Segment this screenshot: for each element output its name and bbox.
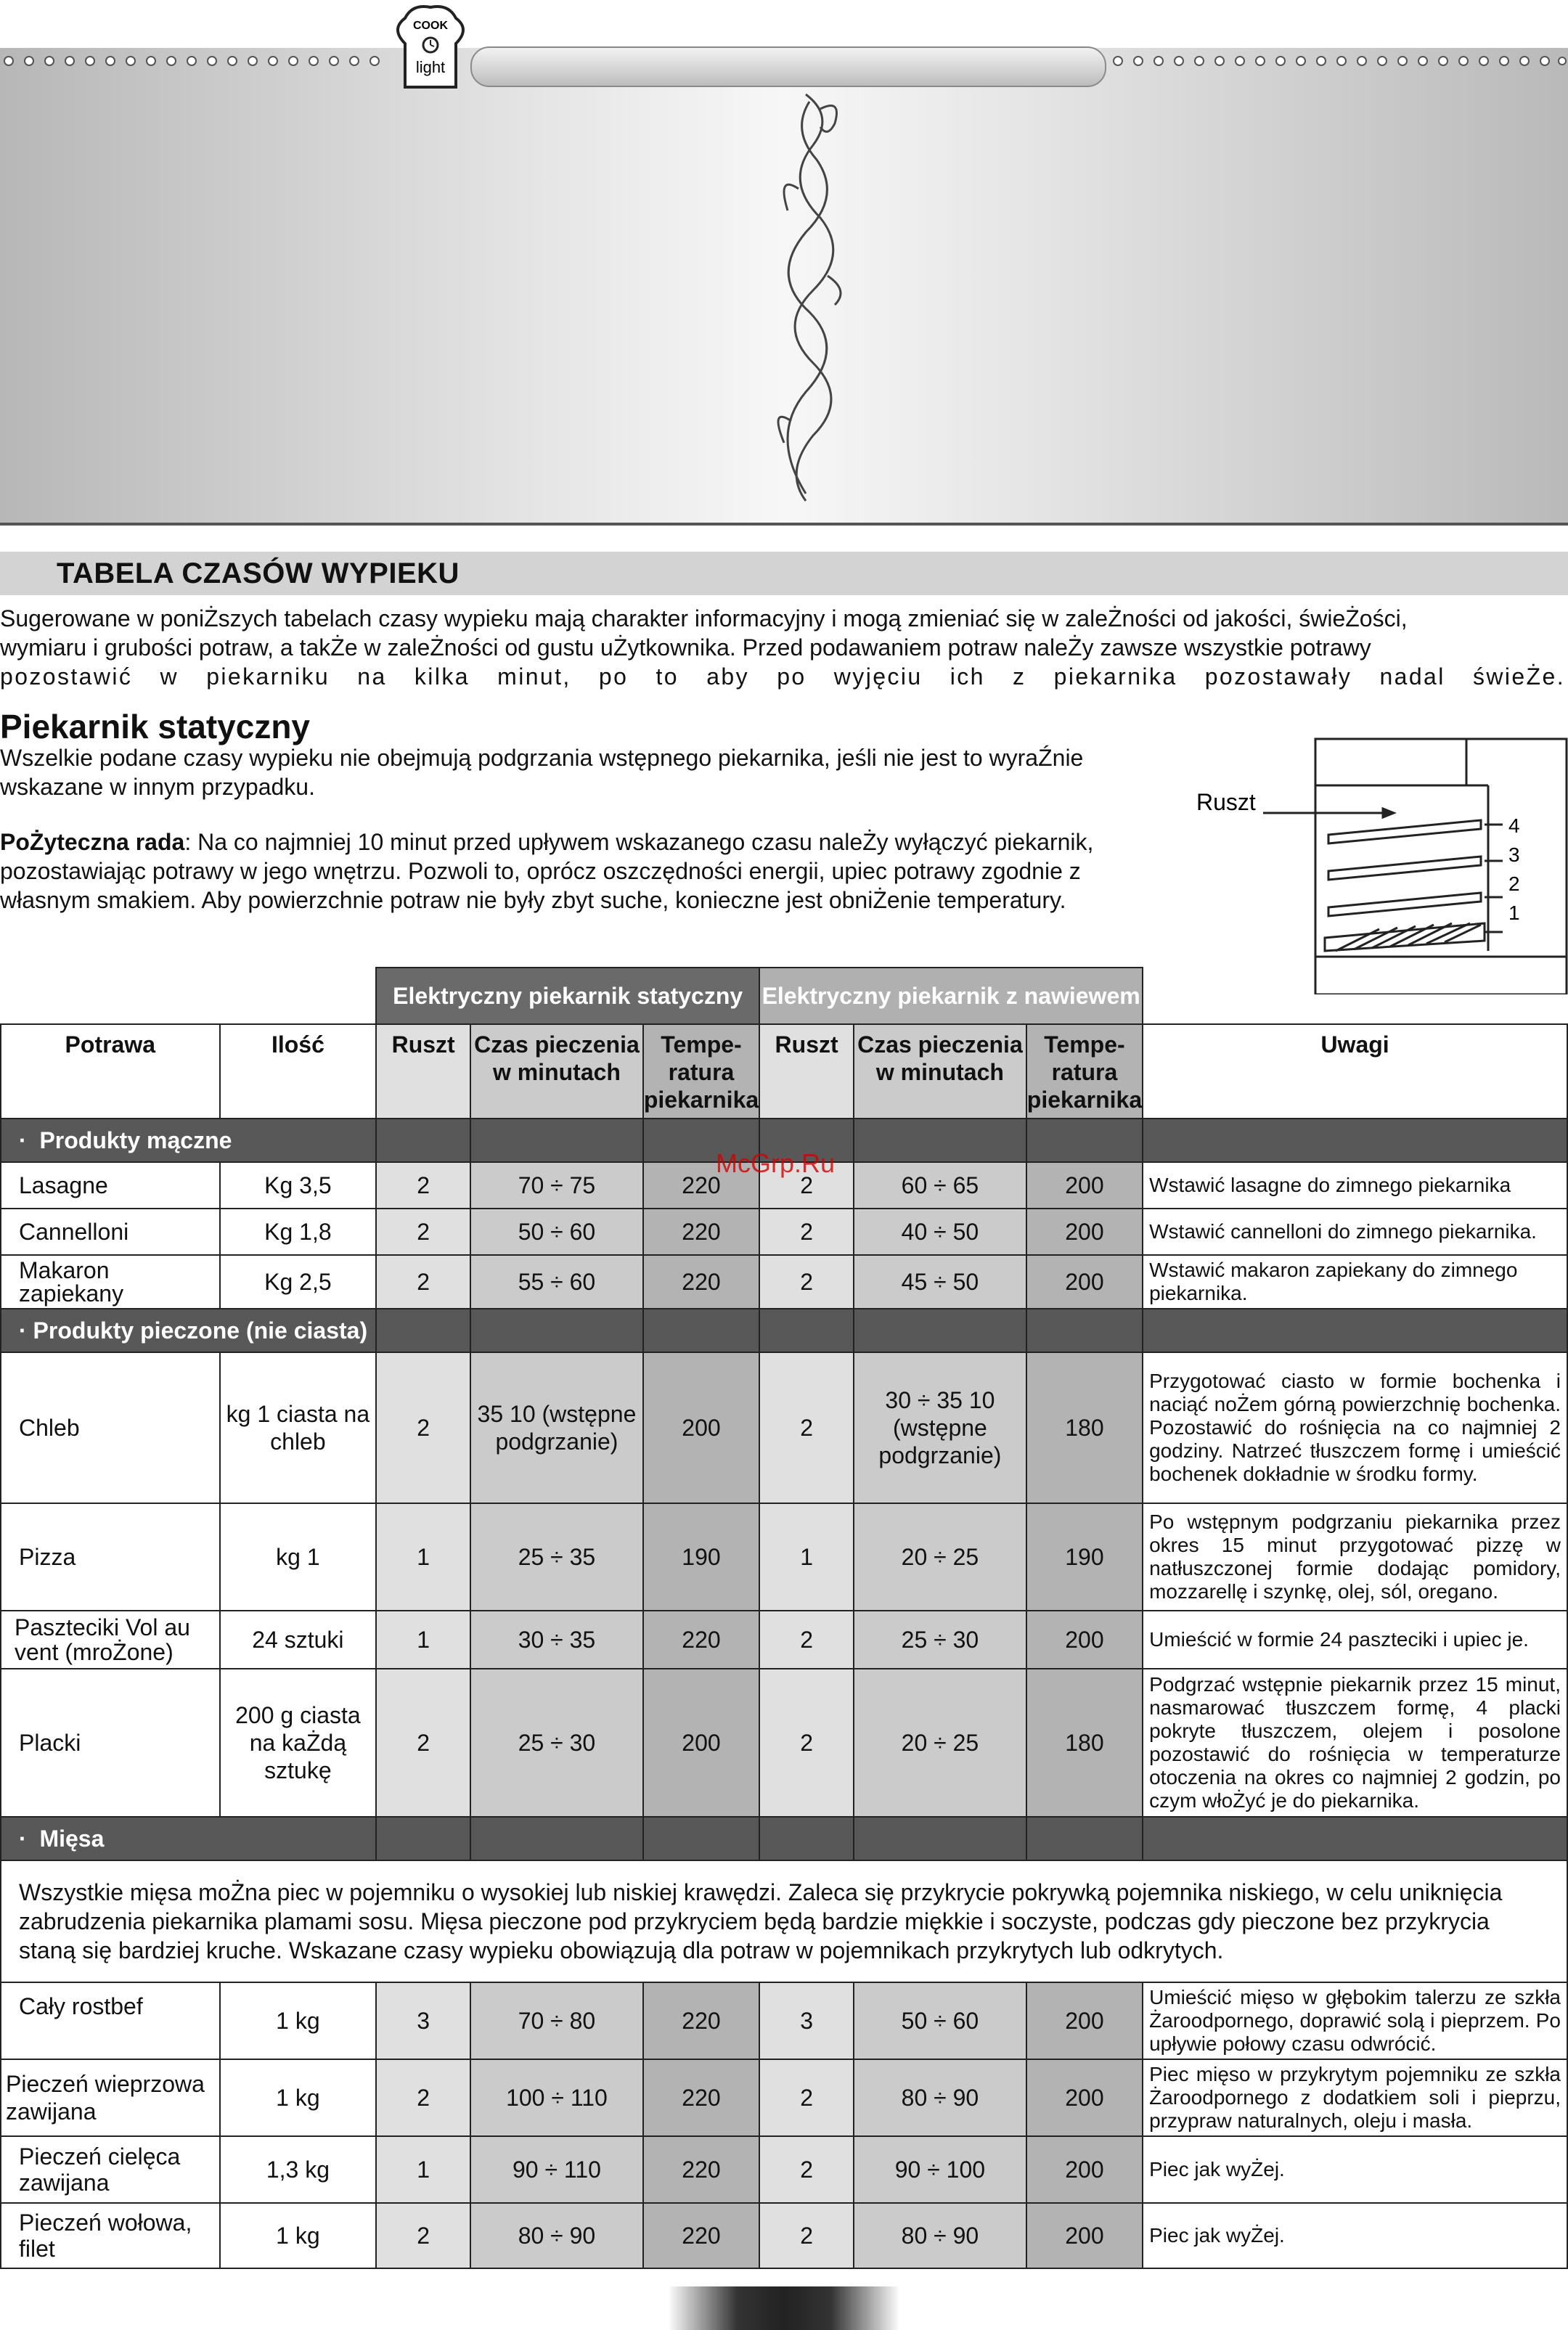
- time-cell: 80 ÷ 90: [854, 2059, 1026, 2136]
- dish-cell: Cannelloni: [1, 1209, 220, 1255]
- intro-line: wymiaru i grubości potraw, a takŻe w zaleŻności od gustu uŻytkownika. Przed podawaniem potraw naleŻy zawsze wszystkie potrawy: [0, 634, 1371, 661]
- time-cell: 70 ÷ 80: [470, 1982, 643, 2059]
- header-notes: Uwagi: [1143, 1024, 1567, 1119]
- rack-cell: 3: [759, 1982, 854, 2059]
- temp-cell: 220: [643, 2203, 759, 2268]
- section-header: · Produkty mączne: [1, 1119, 376, 1162]
- dish-cell: Paszteciki Vol au vent (mroŻone): [1, 1611, 220, 1669]
- section-header: · Mięsa: [1, 1817, 376, 1860]
- time-cell: 20 ÷ 25: [854, 1503, 1026, 1611]
- decorative-swirl-icon: [755, 87, 857, 508]
- temp-cell: 190: [643, 1503, 759, 1611]
- temp-cell: 200: [1026, 1982, 1143, 2059]
- dotted-border-right: [1103, 46, 1568, 73]
- rack-label: Ruszt: [1196, 789, 1256, 815]
- qty-cell: kg 1 ciasta na chleb: [220, 1352, 377, 1503]
- rack-level-3: 3: [1508, 843, 1520, 866]
- rack-level-4: 4: [1508, 814, 1520, 837]
- tip-label: PoŻyteczna rada: [0, 829, 185, 855]
- note-cell: Podgrzać wstępnie piekarnik przez 15 minut, nasmarować tłuszczem formę, 4 placki pokryte tłuszczem, olejem i posolone pozostawić do rośnięcia w temperaturze otoczenia na okres co najmniej 2 godzin, po czym włoŻyć je do piekarnika.: [1143, 1669, 1567, 1817]
- note-cell: Wstawić makaron zapiekany do zimnego piekarnika.: [1143, 1255, 1567, 1309]
- rack-cell: 2: [759, 1352, 854, 1503]
- time-cell: 20 ÷ 25: [854, 1669, 1026, 1817]
- section-name: Produkty pieczone (nie ciasta): [33, 1317, 368, 1344]
- page-footer-tab: [668, 2286, 900, 2330]
- note-cell: Wstawić lasagne do zimnego piekarnika: [1143, 1162, 1567, 1209]
- section-title: Piekarnik statyczny: [0, 708, 311, 745]
- time-cell: 30 ÷ 35: [470, 1611, 643, 1669]
- dish-cell: Pizza: [1, 1503, 220, 1611]
- dish-cell: Chleb: [1, 1352, 220, 1503]
- temp-cell: 200: [1026, 1209, 1143, 1255]
- table-row: [1, 1611, 1567, 1669]
- temp-cell: 190: [1026, 1503, 1143, 1611]
- rack-cell: 2: [759, 1162, 854, 1209]
- header-dish: Potrawa: [1, 1024, 220, 1119]
- temp-cell: 220: [643, 1255, 759, 1309]
- rack-cell: 2: [759, 1209, 854, 1255]
- temp-cell: 220: [643, 2059, 759, 2136]
- time-cell: 25 ÷ 30: [470, 1669, 643, 1817]
- qty-cell: 1,3 kg: [220, 2136, 377, 2203]
- dish-cell: Pieczeń cielęca zawijana: [1, 2136, 220, 2203]
- time-cell: 25 ÷ 30: [854, 1611, 1026, 1669]
- table-row: [1, 2059, 1567, 2136]
- qty-cell: 1 kg: [220, 1982, 377, 2059]
- temp-cell: 180: [1026, 1352, 1143, 1503]
- temp-cell: 200: [1026, 2136, 1143, 2203]
- rack-cell: 2: [759, 1255, 854, 1309]
- note-cell: Piec mięso w przykrytym pojemniku ze szkła Żaroodpornego z dodatkiem soli i pieprzu, przypraw naturalnych, oleju i masła.: [1143, 2059, 1567, 2136]
- intro-paragraph: [0, 604, 1565, 691]
- intro-line: Sugerowane w poniŻszych tabelach czasy wypieku mają charakter informacyjny i mogą zmieniać się w zaleŻności od jakości, świeŻości,: [0, 605, 1408, 631]
- rack-level-1: 1: [1508, 902, 1520, 924]
- rack-cell: 2: [759, 1669, 854, 1817]
- temp-cell: 200: [1026, 2203, 1143, 2268]
- logo-bottom-text: light: [415, 58, 446, 76]
- temp-cell: 200: [643, 1669, 759, 1817]
- temp-cell: 200: [643, 1352, 759, 1503]
- section-description: Wszelkie podane czasy wypieku nie obejmują podgrzania wstępnego piekarnika, jeśli nie jest to wyraŹnie wskazane w innym przypadku.: [0, 745, 1084, 800]
- qty-cell: 24 sztuki: [220, 1611, 377, 1669]
- section-header: · Produkty pieczone (nie ciasta): [1, 1309, 376, 1352]
- qty-cell: Kg 2,5: [220, 1255, 377, 1309]
- qty-cell: kg 1: [220, 1503, 377, 1611]
- table-row: [1, 1503, 1567, 1611]
- meat-description: Wszystkie mięsa moŻna piec w pojemniku o wysokiej lub niskiej krawędzi. Zaleca się przykrycie pokrywką pojemnika niskiego, w celu uniknięcia zabrudzenia piekarnika plamami sosu. Mięsa pieczone pod przykryciem będą bardzie miękkie i soczyste, podczas gdy pieczone bez przykrycia staną się bardziej kruche. Wskazane czasy wypieku obowiązują dla potraw w pojemnikach przykrytych lub odkrytych.: [1, 1860, 1567, 1982]
- note-cell: Umieścić w formie 24 paszteciki i upiec je.: [1143, 1611, 1567, 1669]
- rack-cell: 3: [376, 1982, 470, 2059]
- rack-cell: 2: [759, 1611, 854, 1669]
- watermark: McGrp.Ru: [716, 1148, 836, 1178]
- logo-top-text: COOK: [413, 20, 448, 32]
- dish-cell: Makaron zapiekany: [1, 1255, 220, 1309]
- time-cell: 40 ÷ 50: [854, 1209, 1026, 1255]
- time-cell: 70 ÷ 75: [470, 1162, 643, 1209]
- rack-cell: 2: [376, 2059, 470, 2136]
- header-rack-static: Ruszt: [376, 1024, 470, 1119]
- section-name: Produkty mączne: [39, 1127, 232, 1153]
- header-time-fan: Czas pieczenia w minutach: [854, 1024, 1026, 1119]
- rack-cell: 2: [376, 1255, 470, 1309]
- group-static-oven: Elektryczny piekarnik statyczny: [376, 968, 759, 1024]
- rack-cell: 2: [376, 1162, 470, 1209]
- time-cell: 100 ÷ 110: [470, 2059, 643, 2136]
- qty-cell: 1 kg: [220, 2203, 377, 2268]
- rack-cell: 2: [376, 1669, 470, 1817]
- table-row: [1, 1209, 1567, 1255]
- dish-cell: Placki: [1, 1669, 220, 1817]
- dish-cell: Lasagne: [1, 1162, 220, 1209]
- rack-cell: 2: [376, 1209, 470, 1255]
- header-temp-fan: Tempe- ratura piekarnika: [1026, 1024, 1143, 1119]
- time-cell: 80 ÷ 90: [470, 2203, 643, 2268]
- rack-cell: 1: [376, 1503, 470, 1611]
- time-cell: 50 ÷ 60: [854, 1982, 1026, 2059]
- intro-line: pozostawić w piekarniku na kilka minut, po to aby po wyjęciu ich z piekarnika pozostawały nadal świeŻe.: [0, 663, 1565, 690]
- time-cell: 60 ÷ 65: [854, 1162, 1026, 1209]
- note-cell: Umieścić mięso w głębokim talerzu ze szkła Żaroodpornego, doprawić solą i pieprzem. Po upływie połowy czasu odwrócić.: [1143, 1982, 1567, 2059]
- useful-tip: [0, 827, 1103, 915]
- dish-cell: Cały rostbef: [1, 1982, 220, 2059]
- table-row: [1, 2203, 1567, 2268]
- time-cell: 25 ÷ 35: [470, 1503, 643, 1611]
- cook-light-logo-icon: [383, 0, 478, 94]
- rack-cell: 1: [759, 1503, 854, 1611]
- time-cell: 35 10 (wstępne podgrzanie): [470, 1352, 643, 1503]
- rack-cell: 2: [376, 1352, 470, 1503]
- tip-text: : Na co najmniej 10 minut przed upływem wskazanego czasu naleŻy wyłączyć piekarnik, pozostawiając potrawy w jego wnętrzu. Pozwoli to, oprócz oszczędności energii, upiec potrawy zgodnie z własnym smakiem. Aby powierzchnie potraw nie były zbyt suche, konieczne jest obniŻenie temperatury.: [0, 829, 1094, 913]
- header-time-static: Czas pieczenia w minutach: [470, 1024, 643, 1119]
- time-cell: 80 ÷ 90: [854, 2203, 1026, 2268]
- table-row: [1, 1982, 1567, 2059]
- qty-cell: 200 g ciasta na kaŻdą sztukę: [220, 1669, 377, 1817]
- note-cell: Piec jak wyŻej.: [1143, 2203, 1567, 2268]
- temp-cell: 220: [643, 1982, 759, 2059]
- rack-cell: 1: [376, 1611, 470, 1669]
- table-row: [1, 1669, 1567, 1817]
- temp-cell: 200: [1026, 1255, 1143, 1309]
- time-cell: 30 ÷ 35 10 (wstępne podgrzanie): [854, 1352, 1026, 1503]
- table-row: [1, 2136, 1567, 2203]
- qty-cell: Kg 3,5: [220, 1162, 377, 1209]
- temp-cell: 220: [643, 1611, 759, 1669]
- time-cell: 50 ÷ 60: [470, 1209, 643, 1255]
- temp-cell: 220: [643, 1209, 759, 1255]
- section-name: Mięsa: [39, 1825, 105, 1852]
- time-cell: 45 ÷ 50: [854, 1255, 1026, 1309]
- header-bar: [470, 46, 1106, 87]
- qty-cell: Kg 1,8: [220, 1209, 377, 1255]
- header-rack-fan: Ruszt: [759, 1024, 854, 1119]
- dish-cell: Pieczeń wieprzowa zawijana: [1, 2059, 220, 2136]
- rack-cell: 2: [376, 2203, 470, 2268]
- dish-cell: Pieczeń wołowa, filet: [1, 2203, 220, 2268]
- rack-cell: 1: [376, 2136, 470, 2203]
- rack-cell: 2: [759, 2136, 854, 2203]
- time-cell: 55 ÷ 60: [470, 1255, 643, 1309]
- note-cell: Wstawić cannelloni do zimnego piekarnika.: [1143, 1209, 1567, 1255]
- temp-cell: 180: [1026, 1669, 1143, 1817]
- group-fan-oven: Elektryczny piekarnik z nawiewem: [759, 968, 1143, 1024]
- temp-cell: 200: [1026, 1162, 1143, 1209]
- temp-cell: 220: [643, 1162, 759, 1209]
- header-quantity: Ilość: [220, 1024, 377, 1119]
- note-cell: Po wstępnym podgrzaniu piekarnika przez okres 15 minut przygotować pizzę w natłuszczonej formie dodając pomidory, mozzarellę i szynkę, olej, sól, oregano.: [1143, 1503, 1567, 1611]
- note-cell: Przygotować ciasto w formie bochenka i naciąć noŻem górną powierzchnię bochenka. Pozostawić do rośnięcia na co najmniej 2 godziny. Natrzeć tłuszczem formę i umieścić bochenek dokładnie w środku formy.: [1143, 1352, 1567, 1503]
- note-cell: Piec jak wyŻej.: [1143, 2136, 1567, 2203]
- temp-cell: 220: [643, 2136, 759, 2203]
- header-divider: [0, 523, 1568, 526]
- rack-level-2: 2: [1508, 872, 1520, 895]
- rack-cell: 2: [759, 2203, 854, 2268]
- time-cell: 90 ÷ 100: [854, 2136, 1026, 2203]
- table-row: [1, 1352, 1567, 1503]
- temp-cell: 200: [1026, 2059, 1143, 2136]
- oven-rack-diagram: [1191, 733, 1568, 994]
- time-cell: 90 ÷ 110: [470, 2136, 643, 2203]
- dotted-border-left: [0, 46, 392, 73]
- table-row: [1, 1255, 1567, 1309]
- qty-cell: 1 kg: [220, 2059, 377, 2136]
- temp-cell: 200: [1026, 1611, 1143, 1669]
- page-title: TABELA CZASÓW WYPIEKU: [57, 557, 460, 589]
- header-temp-static: Tempe- ratura piekarnika: [643, 1024, 759, 1119]
- rack-cell: 2: [759, 2059, 854, 2136]
